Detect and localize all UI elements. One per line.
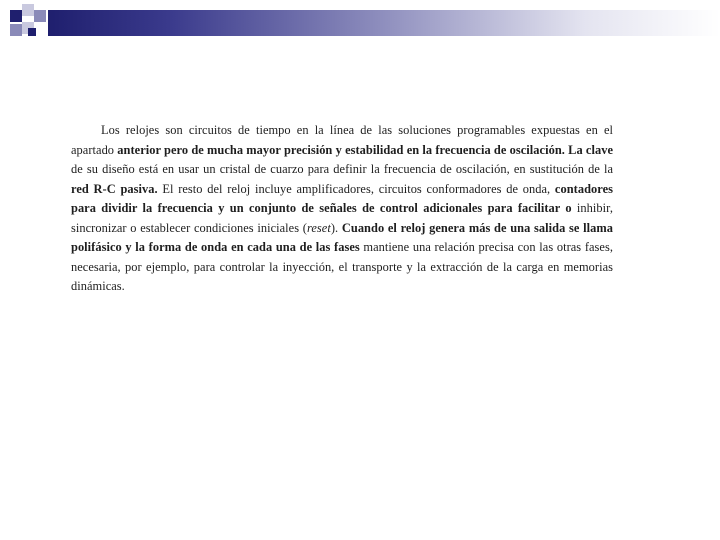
logo-square-dark-1 [10, 10, 22, 22]
text-segment-bold: anterior pero de mucha mayor precisión y estabilidad en la frecuencia de oscilación. La clave [117, 142, 613, 157]
text-segment-italic: reset [306, 220, 331, 235]
logo-square-mid-2 [10, 24, 22, 36]
text-segment: mantiene una relación precisa con las otras fases, necesaria, por ejemplo, para controlar la inyección, el transporte y la extracción de la carga en memorias dinámicas. [71, 240, 613, 293]
body-paragraph [71, 121, 613, 297]
text-segment: El resto del reloj incluye amplificadores, circuitos conformadores de onda, [157, 181, 555, 196]
text-segment-bold: contadores para dividir la frecuencia y un conjunto de señales de control adicionales para facilitar o [71, 181, 613, 215]
text-segment: inhibir, sincronizar o establecer condiciones iniciales ( [71, 201, 613, 235]
title-bar-gradient [48, 10, 720, 36]
text-segment: de su diseño está en usar un cristal de cuarzo para definir la frecuencia de oscilación, en sustitución de la [71, 162, 613, 176]
logo-square-light-1 [22, 4, 34, 16]
logo-square-mid-1 [34, 10, 46, 22]
text-segment-bold: red R-C pasiva. [71, 181, 158, 196]
text-segment: Los relojes son circuitos de tiempo en la línea de las soluciones programables expuestas en el apartado [71, 123, 613, 157]
logo-square-dark-2 [28, 28, 36, 36]
text-segment-bold: Cuando el reloj genera más de una salida se llama polifásico y la forma de onda en cada una de las fases [71, 220, 613, 254]
text-segment: ). [330, 220, 342, 235]
